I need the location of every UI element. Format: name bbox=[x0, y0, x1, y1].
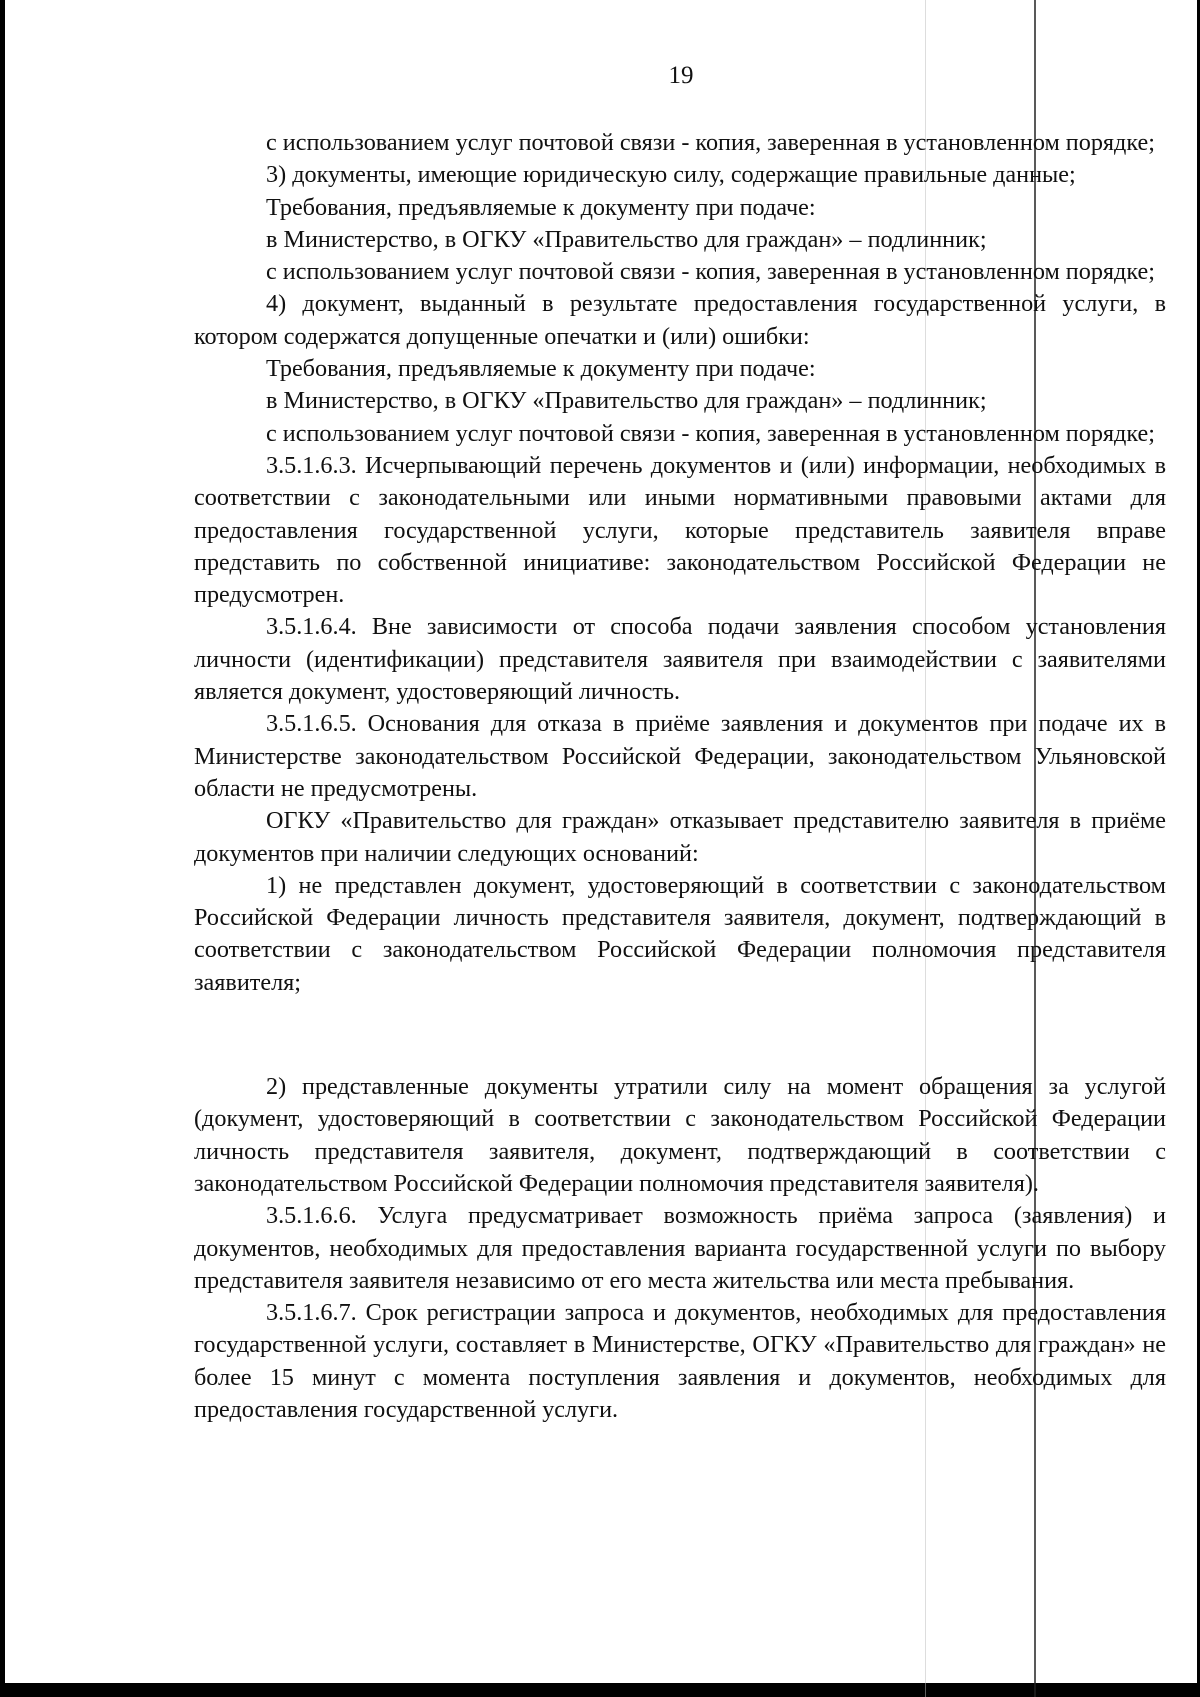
paragraph: 3.5.1.6.3. Исчерпывающий перечень документов и (или) информации, необходимых в соответствии с законодательными или иными нормативными правовыми актами для предоставления государственной услуги, которые представитель заявителя вправе представить по собственной инициативе: законодательством Российской Федерации не предусмотрен. bbox=[194, 451, 1166, 609]
paragraph: 4) документ, выданный в результате предоставления государственной услуги, в котором содержатся допущенные опечатки и (или) ошибки: bbox=[194, 290, 1166, 350]
paragraph: 2) представленные документы утратили силу на момент обращения за услугой (документ, удостоверяющий в соответствии с законодательством Российской Федерации личность представителя заявителя, документ, подтверждающий в соответствии с законодательством Российской Федерации полномочия представителя заявителя). bbox=[194, 1073, 1166, 1197]
scan-edge-bottom bbox=[0, 1683, 1200, 1697]
paragraph: 3.5.1.6.4. Вне зависимости от способа подачи заявления способом установления личности (идентификации) представителя заявителя при взаимодействии с заявителями является документ, удостоверяющий личность. bbox=[194, 613, 1166, 706]
paragraph: 3.5.1.6.7. Срок регистрации запроса и документов, необходимых для предоставления государственной услуги, составляет в Министерстве, ОГКУ «Правительство для граждан» не более 15 минут с момента поступления заявления и документов, необходимых для предоставления государственной услуги. bbox=[194, 1299, 1166, 1423]
paragraph: 3) документы, имеющие юридическую силу, содержащие правильные данные; bbox=[266, 161, 1076, 189]
paragraph: ОГКУ «Правительство для граждан» отказывает представителю заявителя в приёме документов при наличии следующих оснований: bbox=[194, 807, 1166, 867]
paragraph: с использованием услуг почтовой связи - копия, заверенная в установленном порядке; bbox=[266, 258, 1155, 286]
paragraph: в Министерство, в ОГКУ «Правительство для граждан» – подлинник; bbox=[266, 387, 987, 415]
paragraph: с использованием услуг почтовой связи - копия, заверенная в установленном порядке; bbox=[266, 419, 1155, 447]
document-body bbox=[194, 127, 1166, 1426]
paragraph: 3.5.1.6.6. Услуга предусматривает возможность приёма запроса (заявления) и документов, необходимых для предоставления варианта государственной услуги по выбору представителя заявителя независимо от его места жительства или места пребывания. bbox=[194, 1202, 1166, 1294]
paragraph: 3.5.1.6.5. Основания для отказа в приёме заявления и документов при подаче их в Министерстве законодательством Российской Федерации, законодательством Ульяновской области не предусмотрены. bbox=[194, 710, 1166, 802]
paragraph: Требования, предъявляемые к документу при подаче: bbox=[266, 193, 816, 221]
page-number: 19 bbox=[668, 62, 694, 89]
paragraph: 1) не представлен документ, удостоверяющий в соответствии с законодательством Российской Федерации личность представителя заявителя, документ, подтверждающий в соответствии с законодательством Российской Федерации полномочия представителя заявителя; bbox=[194, 871, 1166, 996]
scan-edge-left bbox=[0, 0, 5, 1697]
paragraph: с использованием услуг почтовой связи - копия, заверенная в установленном порядке; bbox=[266, 129, 1155, 156]
blank-gap bbox=[194, 999, 1166, 1071]
paragraph: в Министерство, в ОГКУ «Правительство для граждан» – подлинник; bbox=[266, 225, 987, 253]
paragraph: Требования, предъявляемые к документу при подаче: bbox=[266, 355, 816, 383]
